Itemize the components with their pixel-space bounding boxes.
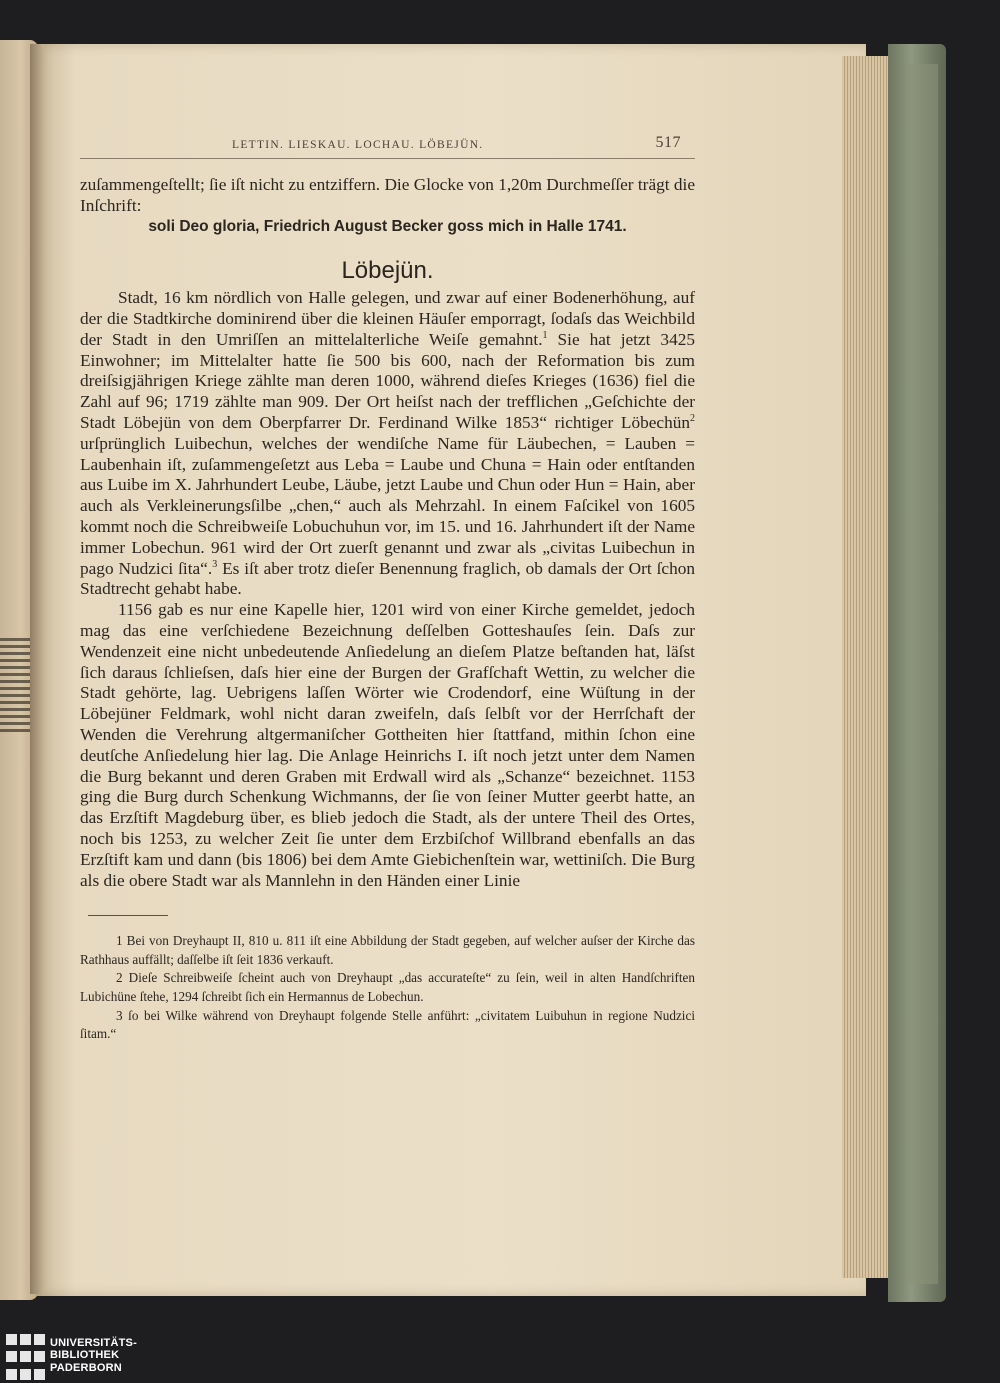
page-content xyxy=(80,128,695,1044)
library-logo[interactable] xyxy=(0,1328,140,1383)
bell-inscription: soli Deo gloria, Friedrich August Becker goss mich in Halle 1741. xyxy=(148,217,627,235)
continuation-paragraph: zuſammengeſtellt; ſie iſt nicht zu entziffern. Die Glocke von 1,20m Durchmeſſer trägt die Inſchrift: xyxy=(80,175,695,215)
logo-line-3: PADERBORN xyxy=(50,1361,122,1374)
page-stack-edges xyxy=(842,56,890,1278)
section-title: Löbejün. xyxy=(341,257,434,285)
footnotes xyxy=(80,932,695,1044)
footnote-1: 1 Bei von Dreyhaupt II, 810 u. 811 iſt eine Abbildung der Stadt gegeben, auf welcher auſser der Kirche das Rathhaus auffällt; daſſelbe iſt ſeit 1836 verkauft. xyxy=(80,933,695,967)
footnote-ref-3[interactable]: 3 xyxy=(212,558,218,570)
page-number: 517 xyxy=(655,134,681,151)
footnote-3: 3 ſo bei Wilke während von Dreyhaupt folgende Stelle anführt: „civitatem Luibuhun in regione Nudzici ſitam.“ xyxy=(80,1007,695,1042)
body-text xyxy=(80,175,695,891)
paragraph-1-text-d: Es iſt aber trotz dieſer Benennung fraglich, ob damals der Ort ſchon Stadtrecht gehabt habe. xyxy=(80,558,695,599)
library-logo-icon xyxy=(0,1328,50,1383)
footnote-divider xyxy=(88,915,168,916)
left-page-ornament xyxy=(0,636,30,732)
paragraph-1-text-c: urſprünglich Luibechun, welches der wendiſche Name für Läubechen, = Lauben = Laubenhain iſt, zuſammengeſetzt aus Leba = Laube und Chuna = Hain oder entſtanden aus Luibe im X. Jahrhundert Leube, Läube, jetzt Laube und Chun oder Hun = Hain, aber auch als Verkleinerungsſilbe „chen,“ auch als Mehrzahl. In einem Faſcikel von 1605 kommt noch die Schreibweiſe Lobuchuhun vor, im 15. und 16. Jahrhundert iſt der Name immer Lobechun. 961 wird der Ort zuerſt genannt und zwar als „civitas Luibechun in pago Nudzici ſita“. xyxy=(80,433,695,578)
footnote-ref-1[interactable]: 1 xyxy=(542,330,548,342)
logo-line-2: BIBLIOTHEK xyxy=(50,1349,120,1362)
book-gutter xyxy=(30,44,44,1294)
running-head-title: LETTIN. LIESKAU. LOCHAU. LÖBEJÜN. xyxy=(232,139,484,151)
logo-line-1: UNIVERSITÄTS- xyxy=(50,1336,137,1349)
library-logo-text xyxy=(50,1337,137,1375)
paragraph-1-text-b: Sie hat jetzt 3425 Einwohner; im Mittelalter hatte ſie 500 bis 600, nach der Reformation bis zum dreiſsigjährigen Kriege zählte man deren 1000, während dieſes Krieges (1636) fiel die Zahl auf 96; 1719 zählte man 909. Der Ort heiſst nach der trefflichen „Geſchichte der Stadt Löbejün von dem Oberpfarrer Dr. Ferdinand Wilke 1853“ richtiger Löbechün xyxy=(80,329,695,432)
footnote-ref-2[interactable]: 2 xyxy=(690,413,695,425)
paragraph-1-text-a: Stadt, 16 km nördlich von Halle gelegen, und zwar auf einer Bodenerhöhung, auf der die Stadtkirche dominirend über die kleinen Häuſer emporragt, ſodaſs das Weichbild der Stadt in den Umriſſen an mittelalterliche Weiſe gemahnt. xyxy=(80,288,695,349)
footnote-2: 2 Dieſe Schreibweiſe ſcheint auch von Dreyhaupt „das accurateſte“ zu ſein, weil in alten Handſchriften Lubichüne ſtehe, 1294 ſchreibt ſich ein Hermannus de Lobechun. xyxy=(80,970,695,1005)
cover-board xyxy=(906,64,938,1284)
running-header xyxy=(80,128,695,159)
paragraph-2: 1156 gab es nur eine Kapelle hier, 1201 wird von einer Kirche gemeldet, jedoch mag das eine verſchiedene Bezeichnung deſſelben Gotteshauſes ſein. Daſs zur Wendenzeit eine nicht unbedeutende Anſiedelung an dieſem Platze beſtanden hat, läſst ſich daraus ſchlieſsen, daſs hier eine der Burgen der Grafſchaft Wettin, zu welcher die Stadt gehörte, lag. Uebrigens laſſen Wörter wie Crodendorf, eine Wüſtung in der Löbejüner Feldmark, wohl nicht daran zweifeln, daſs ſelbſt vor der Herrſchaft der Wenden die Verehrung altgermaniſcher Gottheiten hier ſtattfand, mithin ſchon eine deutſche Anſiedelung hier lag. Die Anlage Heinrichs I. iſt noch jetzt unter dem Namen die Burg bekannt und deren Graben mit Erdwall wird als „Schanze“ bezeichnet. 1153 ging die Burg durch Schenkung Wichmanns, der ſie von ſeiner Mutter geerbt hatte, an das Erzſtift Magdeburg über, es blieb jedoch die Stadt, als der untere Theil des Ortes, noch bis 1253, zu welcher Zeit ſie unter dem Erzbiſchof Willbrand ebenfalls an das Erzſtift kam und dann (bis 1806) bei dem Amte Giebichenſtein war, wettiniſch. Die Burg als die obere Stadt war als Mannlehn in den Händen einer Linie xyxy=(80,600,695,890)
paragraph-1 xyxy=(80,288,695,600)
